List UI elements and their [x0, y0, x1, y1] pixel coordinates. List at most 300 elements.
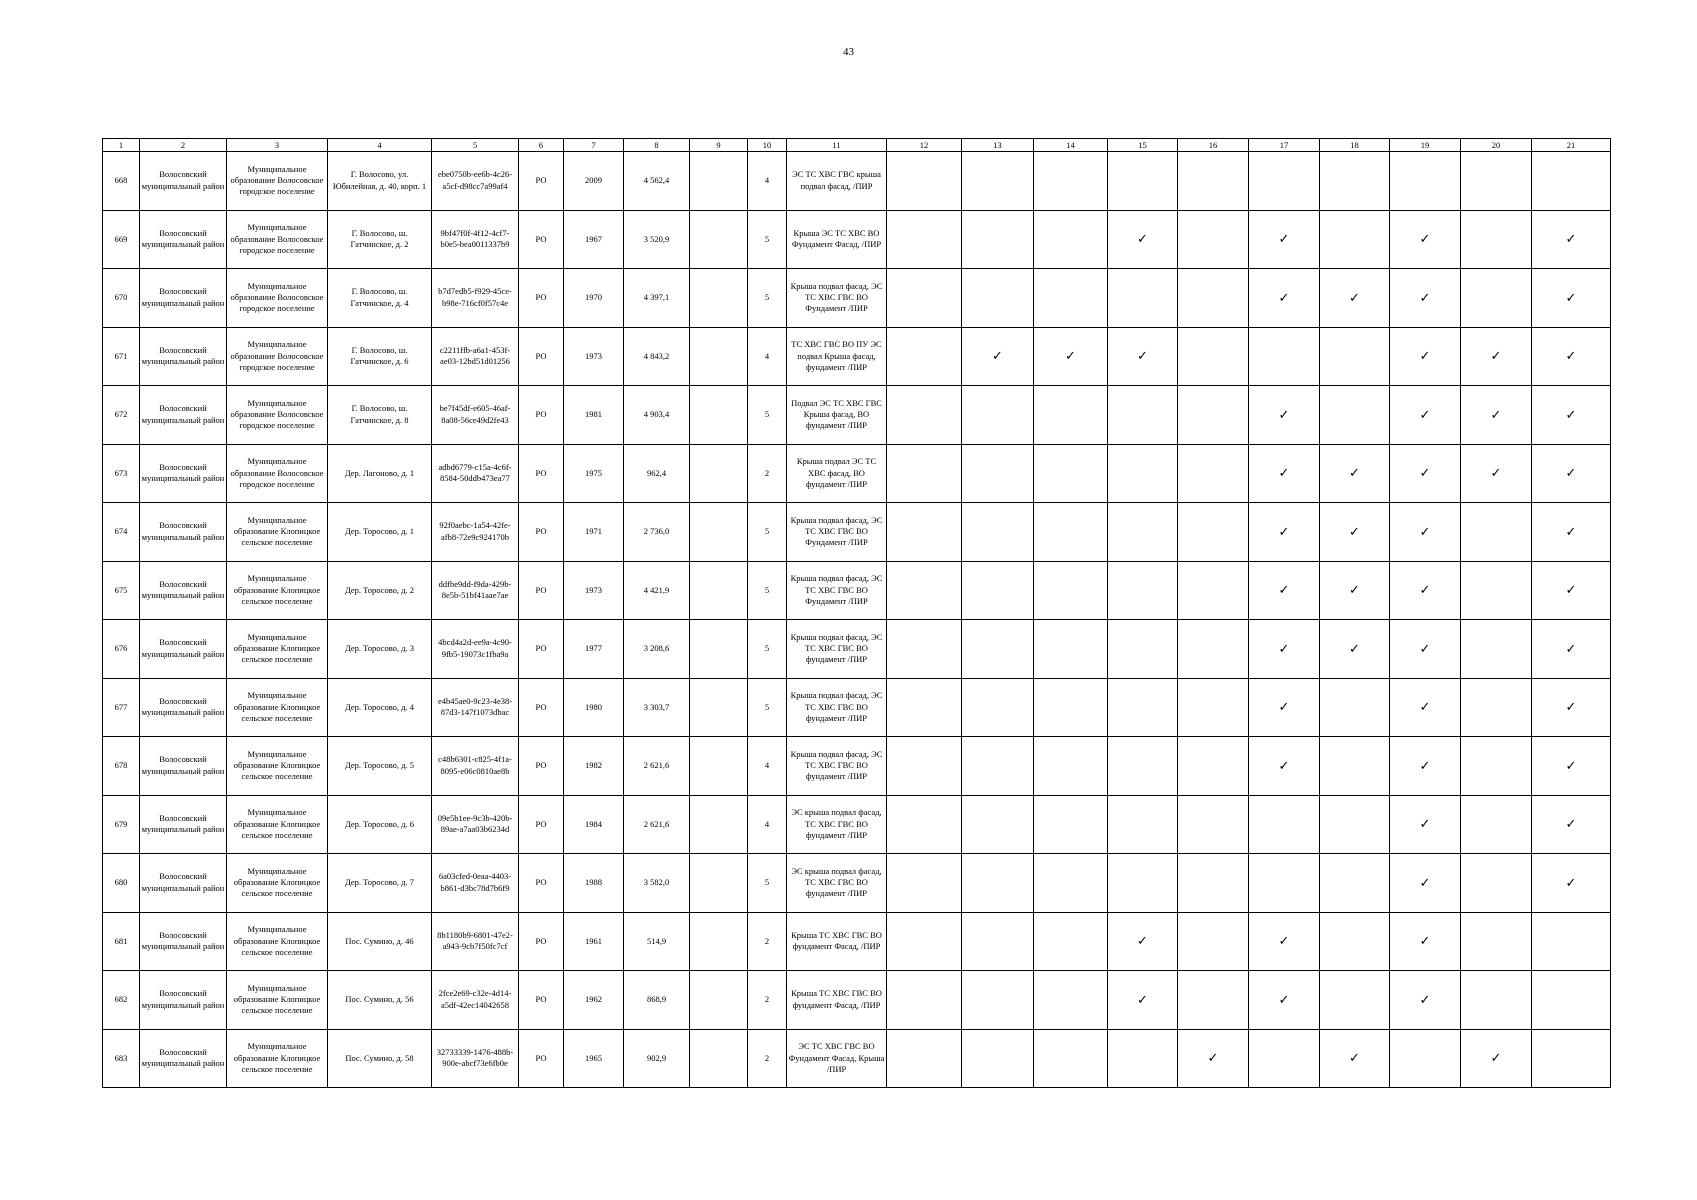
work-column-18-cell	[1320, 444, 1390, 503]
floors-cell: 4	[748, 737, 787, 796]
row-number: 671	[103, 327, 140, 386]
area-cell: 4 397,1	[624, 269, 690, 328]
work-column-14-cell	[1034, 269, 1108, 328]
district-cell: Волосовский муниципальный район	[140, 444, 227, 503]
work-column-17-cell	[1249, 971, 1320, 1030]
address-cell: Дер. Торосово, д. 1	[328, 503, 432, 562]
works-cell: Крыша ЭС ТС ХВС ВО Фундамент Фасад, /ПИР	[787, 210, 887, 269]
type-cell: РО	[519, 620, 564, 679]
work-column-15-cell	[1108, 971, 1178, 1030]
work-column-19-cell	[1390, 971, 1461, 1030]
check-mark-icon: ✓	[1349, 465, 1360, 481]
work-column-15-cell	[1108, 269, 1178, 328]
work-column-20-cell	[1461, 561, 1532, 620]
area-cell: 962,4	[624, 444, 690, 503]
row-number: 673	[103, 444, 140, 503]
work-column-12-cell	[887, 386, 962, 445]
check-mark-icon: ✓	[1349, 1050, 1360, 1066]
table-row	[103, 503, 1611, 562]
work-column-15-cell	[1108, 912, 1178, 971]
work-column-16-cell	[1178, 210, 1249, 269]
row-number: 677	[103, 678, 140, 737]
check-mark-icon: ✓	[992, 348, 1003, 364]
address-cell: Дер. Торосово, д. 6	[328, 795, 432, 854]
work-column-18-cell	[1320, 795, 1390, 854]
table-row	[103, 444, 1611, 503]
address-cell: Дер. Торосово, д. 7	[328, 854, 432, 913]
works-cell: ТС ХВС ГВС ВО ПУ ЭС подвал Крыша фасад, фундамент /ПИР	[787, 327, 887, 386]
column-9-cell	[690, 210, 748, 269]
work-column-19-cell	[1390, 386, 1461, 445]
column-9-cell	[690, 1029, 748, 1088]
column-header-11: 11	[787, 139, 887, 152]
type-cell: РО	[519, 327, 564, 386]
table-row	[103, 1029, 1611, 1088]
work-column-14-cell	[1034, 737, 1108, 796]
check-mark-icon: ✓	[1419, 348, 1431, 364]
floors-cell: 5	[748, 386, 787, 445]
house-id-cell: c48b6301-c825-4f1a-8095-e06c0810ae8b	[432, 737, 519, 796]
work-column-12-cell	[887, 620, 962, 679]
floors-cell: 2	[748, 971, 787, 1030]
check-mark-icon: ✓	[1490, 406, 1502, 422]
column-9-cell	[690, 912, 748, 971]
table-row	[103, 210, 1611, 269]
column-header-4: 4	[328, 139, 432, 152]
address-cell: Дер. Лагоново, д. 1	[328, 444, 432, 503]
work-column-18-cell	[1320, 737, 1390, 796]
column-header-5: 5	[432, 139, 519, 152]
row-number: 682	[103, 971, 140, 1030]
type-cell: РО	[519, 503, 564, 562]
work-column-13-cell	[962, 620, 1034, 679]
check-mark-icon: ✓	[1278, 640, 1290, 656]
work-column-12-cell	[887, 971, 962, 1030]
area-cell: 868,9	[624, 971, 690, 1030]
work-column-14-cell	[1034, 444, 1108, 503]
work-column-15-cell	[1108, 1029, 1178, 1088]
table-row	[103, 269, 1611, 328]
work-column-17-cell	[1249, 327, 1320, 386]
column-header-2: 2	[140, 139, 227, 152]
work-column-21-cell	[1532, 327, 1611, 386]
work-column-12-cell	[887, 737, 962, 796]
district-cell: Волосовский муниципальный район	[140, 210, 227, 269]
check-mark-icon: ✓	[1349, 640, 1360, 656]
check-mark-icon: ✓	[1419, 640, 1431, 656]
year-cell: 1965	[564, 1029, 624, 1088]
address-cell: Дер. Торосово, д. 3	[328, 620, 432, 679]
work-column-18-cell	[1320, 1029, 1390, 1088]
work-column-14-cell	[1034, 1029, 1108, 1088]
column-9-cell	[690, 327, 748, 386]
type-cell: РО	[519, 971, 564, 1030]
work-column-17-cell	[1249, 678, 1320, 737]
works-cell: Крыша подвал фасад, ЭС ТС ХВС ГВС ВО Фундамент /ПИР	[787, 561, 887, 620]
type-cell: РО	[519, 269, 564, 328]
work-column-12-cell	[887, 912, 962, 971]
column-header-7: 7	[564, 139, 624, 152]
type-cell: РО	[519, 912, 564, 971]
check-mark-icon: ✓	[1419, 874, 1431, 890]
works-cell: ЭС крыша подвал фасад, ТС ХВС ГВС ВО фундамент /ПИР	[787, 854, 887, 913]
year-cell: 1971	[564, 503, 624, 562]
work-column-17-cell	[1249, 912, 1320, 971]
work-column-12-cell	[887, 795, 962, 854]
work-column-18-cell	[1320, 620, 1390, 679]
work-column-16-cell	[1178, 503, 1249, 562]
address-cell: Г. Волосово, ш. Гатчинское, д. 6	[328, 327, 432, 386]
column-header-14: 14	[1034, 139, 1108, 152]
district-cell: Волосовский муниципальный район	[140, 269, 227, 328]
municipality-cell: Муниципальное образование Клопицкое сельское поселение	[227, 854, 328, 913]
work-column-20-cell	[1461, 327, 1532, 386]
works-cell: ЭС ТС ХВС ГВС ВО Фундамент Фасад, Крыша /ПИР	[787, 1029, 887, 1088]
municipality-cell: Муниципальное образование Волосовское городское поселение	[227, 444, 328, 503]
work-column-14-cell	[1034, 971, 1108, 1030]
district-cell: Волосовский муниципальный район	[140, 1029, 227, 1088]
area-cell: 2 621,6	[624, 737, 690, 796]
address-cell: Дер. Торосово, д. 2	[328, 561, 432, 620]
check-mark-icon: ✓	[1565, 289, 1577, 305]
year-cell: 1977	[564, 620, 624, 679]
column-header-12: 12	[887, 139, 962, 152]
house-id-cell: 6a03cfed-0eaa-4403-b861-d3bc78d7b6f9	[432, 854, 519, 913]
check-mark-icon: ✓	[1349, 289, 1360, 305]
work-column-18-cell	[1320, 854, 1390, 913]
work-column-20-cell	[1461, 269, 1532, 328]
column-9-cell	[690, 561, 748, 620]
row-number: 670	[103, 269, 140, 328]
district-cell: Волосовский муниципальный район	[140, 795, 227, 854]
work-column-20-cell	[1461, 503, 1532, 562]
work-column-17-cell	[1249, 152, 1320, 211]
address-cell: Г. Волосово, ул. Юбилейная, д. 40, корп. 1	[328, 152, 432, 211]
work-column-15-cell	[1108, 854, 1178, 913]
work-column-14-cell	[1034, 210, 1108, 269]
check-mark-icon: ✓	[1419, 523, 1431, 539]
work-column-17-cell	[1249, 854, 1320, 913]
column-header-16: 16	[1178, 139, 1249, 152]
check-mark-icon: ✓	[1565, 816, 1577, 832]
works-cell: Крыша подвал фасад, ЭС ТС ХВС ГВС ВО фундамент /ПИР	[787, 678, 887, 737]
year-cell: 1961	[564, 912, 624, 971]
municipality-cell: Муниципальное образование Волосовское городское поселение	[227, 386, 328, 445]
work-column-19-cell	[1390, 503, 1461, 562]
column-header-8: 8	[624, 139, 690, 152]
check-mark-icon: ✓	[1137, 348, 1148, 364]
district-cell: Волосовский муниципальный район	[140, 152, 227, 211]
check-mark-icon: ✓	[1278, 231, 1290, 247]
check-mark-icon: ✓	[1565, 523, 1577, 539]
column-header-15: 15	[1108, 139, 1178, 152]
address-cell: Пос. Сумино, д. 46	[328, 912, 432, 971]
work-column-21-cell	[1532, 561, 1611, 620]
work-column-12-cell	[887, 678, 962, 737]
work-column-15-cell	[1108, 386, 1178, 445]
row-number: 668	[103, 152, 140, 211]
work-column-12-cell	[887, 210, 962, 269]
work-column-13-cell	[962, 386, 1034, 445]
table-header	[103, 139, 1611, 152]
type-cell: РО	[519, 152, 564, 211]
column-9-cell	[690, 152, 748, 211]
municipality-cell: Муниципальное образование Клопицкое сельское поселение	[227, 620, 328, 679]
work-column-14-cell	[1034, 795, 1108, 854]
works-cell: Крыша подвал фасад, ЭС ТС ХВС ГВС ВО фундамент /ПИР	[787, 620, 887, 679]
work-column-21-cell	[1532, 737, 1611, 796]
check-mark-icon: ✓	[1565, 465, 1577, 481]
check-mark-icon: ✓	[1565, 231, 1577, 247]
type-cell: РО	[519, 678, 564, 737]
year-cell: 2009	[564, 152, 624, 211]
row-number: 669	[103, 210, 140, 269]
municipality-cell: Муниципальное образование Волосовское городское поселение	[227, 327, 328, 386]
area-cell: 3 208,6	[624, 620, 690, 679]
work-column-13-cell	[962, 269, 1034, 328]
work-column-14-cell	[1034, 503, 1108, 562]
work-column-16-cell	[1178, 1029, 1249, 1088]
work-column-19-cell	[1390, 678, 1461, 737]
work-column-21-cell	[1532, 210, 1611, 269]
house-id-cell: ddfbe9dd-f9da-429b-8e5b-51bf41aae7ae	[432, 561, 519, 620]
municipality-cell: Муниципальное образование Волосовское городское поселение	[227, 152, 328, 211]
column-header-20: 20	[1461, 139, 1532, 152]
municipality-cell: Муниципальное образование Клопицкое сельское поселение	[227, 912, 328, 971]
municipality-cell: Муниципальное образование Клопицкое сельское поселение	[227, 1029, 328, 1088]
floors-cell: 5	[748, 503, 787, 562]
column-9-cell	[690, 678, 748, 737]
check-mark-icon: ✓	[1565, 757, 1577, 773]
work-column-20-cell	[1461, 737, 1532, 796]
municipality-cell: Муниципальное образование Волосовское городское поселение	[227, 269, 328, 328]
column-header-9: 9	[690, 139, 748, 152]
check-mark-icon: ✓	[1278, 406, 1290, 422]
work-column-21-cell	[1532, 620, 1611, 679]
address-cell: Г. Волосово, ш. Гатчинское, д. 8	[328, 386, 432, 445]
check-mark-icon: ✓	[1137, 933, 1148, 949]
year-cell: 1973	[564, 327, 624, 386]
work-column-18-cell	[1320, 971, 1390, 1030]
column-9-cell	[690, 620, 748, 679]
area-cell: 4 421,9	[624, 561, 690, 620]
year-cell: 1970	[564, 269, 624, 328]
floors-cell: 4	[748, 152, 787, 211]
work-column-19-cell	[1390, 1029, 1461, 1088]
work-column-16-cell	[1178, 444, 1249, 503]
work-column-13-cell	[962, 444, 1034, 503]
work-column-18-cell	[1320, 561, 1390, 620]
row-number: 674	[103, 503, 140, 562]
area-cell: 4 843,2	[624, 327, 690, 386]
work-column-16-cell	[1178, 620, 1249, 679]
year-cell: 1982	[564, 737, 624, 796]
work-column-15-cell	[1108, 620, 1178, 679]
type-cell: РО	[519, 737, 564, 796]
check-mark-icon: ✓	[1419, 699, 1431, 715]
table-row	[103, 152, 1611, 211]
work-column-21-cell	[1532, 854, 1611, 913]
work-column-12-cell	[887, 269, 962, 328]
work-column-13-cell	[962, 912, 1034, 971]
work-column-16-cell	[1178, 854, 1249, 913]
column-header-18: 18	[1320, 139, 1390, 152]
works-cell: Крыша подвал фасад, ЭС ТС ХВС ГВС ВО Фундамент /ПИР	[787, 269, 887, 328]
work-column-17-cell	[1249, 503, 1320, 562]
work-column-17-cell	[1249, 1029, 1320, 1088]
year-cell: 1962	[564, 971, 624, 1030]
work-column-17-cell	[1249, 737, 1320, 796]
work-column-18-cell	[1320, 152, 1390, 211]
column-header-17: 17	[1249, 139, 1320, 152]
work-column-13-cell	[962, 854, 1034, 913]
column-header-10: 10	[748, 139, 787, 152]
work-column-17-cell	[1249, 620, 1320, 679]
work-column-19-cell	[1390, 854, 1461, 913]
municipality-cell: Муниципальное образование Клопицкое сельское поселение	[227, 503, 328, 562]
work-column-15-cell	[1108, 327, 1178, 386]
row-number: 676	[103, 620, 140, 679]
work-column-15-cell	[1108, 210, 1178, 269]
works-cell: ЭС ТС ХВС ГВС крыша подвал фасад, /ПИР	[787, 152, 887, 211]
area-cell: 902,9	[624, 1029, 690, 1088]
work-column-15-cell	[1108, 795, 1178, 854]
check-mark-icon: ✓	[1565, 582, 1577, 598]
column-9-cell	[690, 444, 748, 503]
area-cell: 2 736,0	[624, 503, 690, 562]
district-cell: Волосовский муниципальный район	[140, 912, 227, 971]
area-cell: 3 303,7	[624, 678, 690, 737]
check-mark-icon: ✓	[1490, 348, 1502, 364]
column-header-19: 19	[1390, 139, 1461, 152]
work-column-18-cell	[1320, 678, 1390, 737]
house-id-cell: c2211ffb-a6a1-453f-ae03-12bd51d01256	[432, 327, 519, 386]
check-mark-icon: ✓	[1419, 991, 1431, 1007]
work-column-17-cell	[1249, 269, 1320, 328]
check-mark-icon: ✓	[1565, 699, 1577, 715]
work-column-14-cell	[1034, 620, 1108, 679]
district-cell: Волосовский муниципальный район	[140, 561, 227, 620]
row-number: 681	[103, 912, 140, 971]
row-number: 672	[103, 386, 140, 445]
work-column-14-cell	[1034, 912, 1108, 971]
page-number: 43	[843, 46, 854, 58]
work-column-15-cell	[1108, 678, 1178, 737]
table-row	[103, 386, 1611, 445]
work-column-13-cell	[962, 327, 1034, 386]
floors-cell: 4	[748, 795, 787, 854]
column-header-1: 1	[103, 139, 140, 152]
type-cell: РО	[519, 1029, 564, 1088]
row-number: 683	[103, 1029, 140, 1088]
check-mark-icon: ✓	[1278, 933, 1290, 949]
work-column-15-cell	[1108, 503, 1178, 562]
check-mark-icon: ✓	[1278, 289, 1290, 305]
municipality-cell: Муниципальное образование Клопицкое сельское поселение	[227, 561, 328, 620]
check-mark-icon: ✓	[1419, 816, 1431, 832]
house-id-cell: be7f45df-e605-46af-8a08-56ce49d2fe43	[432, 386, 519, 445]
house-id-cell: 09e5b1ee-9c3b-420b-89ae-a7aa03b6234d	[432, 795, 519, 854]
district-cell: Волосовский муниципальный район	[140, 386, 227, 445]
work-column-19-cell	[1390, 210, 1461, 269]
column-header-13: 13	[962, 139, 1034, 152]
district-cell: Волосовский муниципальный район	[140, 737, 227, 796]
year-cell: 1980	[564, 678, 624, 737]
house-id-cell: adbd6779-c15a-4c6f-8584-50ddb473ea77	[432, 444, 519, 503]
column-number-row	[103, 139, 1611, 152]
floors-cell: 5	[748, 210, 787, 269]
works-cell: ЭС крыша подвал фасад, ТС ХВС ГВС ВО фундамент /ПИР	[787, 795, 887, 854]
work-column-12-cell	[887, 444, 962, 503]
house-id-cell: ebe0750b-ee6b-4c26-a5cf-d98cc7a99af4	[432, 152, 519, 211]
work-column-16-cell	[1178, 795, 1249, 854]
table-row	[103, 854, 1611, 913]
work-column-18-cell	[1320, 210, 1390, 269]
type-cell: РО	[519, 854, 564, 913]
work-column-14-cell	[1034, 854, 1108, 913]
check-mark-icon: ✓	[1565, 348, 1577, 364]
column-9-cell	[690, 854, 748, 913]
work-column-21-cell	[1532, 971, 1611, 1030]
work-column-15-cell	[1108, 152, 1178, 211]
district-cell: Волосовский муниципальный район	[140, 854, 227, 913]
address-cell: Г. Волосово, ш. Гатчинское, д. 2	[328, 210, 432, 269]
work-column-21-cell	[1532, 912, 1611, 971]
work-column-19-cell	[1390, 561, 1461, 620]
work-column-21-cell	[1532, 444, 1611, 503]
work-column-17-cell	[1249, 210, 1320, 269]
floors-cell: 5	[748, 854, 787, 913]
row-number: 678	[103, 737, 140, 796]
house-id-cell: 92f0aebc-1a54-42fe-afb8-72e9c924170b	[432, 503, 519, 562]
type-cell: РО	[519, 210, 564, 269]
type-cell: РО	[519, 795, 564, 854]
work-column-20-cell	[1461, 210, 1532, 269]
work-column-21-cell	[1532, 678, 1611, 737]
table-body	[103, 152, 1611, 1088]
type-cell: РО	[519, 561, 564, 620]
work-column-14-cell	[1034, 678, 1108, 737]
floors-cell: 5	[748, 678, 787, 737]
house-id-cell: 32733339-1476-488b-900e-abcf73e6fb0e	[432, 1029, 519, 1088]
row-number: 679	[103, 795, 140, 854]
row-number: 675	[103, 561, 140, 620]
check-mark-icon: ✓	[1419, 757, 1431, 773]
check-mark-icon: ✓	[1419, 933, 1431, 949]
work-column-20-cell	[1461, 912, 1532, 971]
work-column-20-cell	[1461, 152, 1532, 211]
address-cell: Пос. Сумино, д. 58	[328, 1029, 432, 1088]
district-cell: Волосовский муниципальный район	[140, 327, 227, 386]
municipality-cell: Муниципальное образование Волосовское городское поселение	[227, 210, 328, 269]
work-column-16-cell	[1178, 678, 1249, 737]
work-column-19-cell	[1390, 737, 1461, 796]
work-column-18-cell	[1320, 327, 1390, 386]
work-column-13-cell	[962, 971, 1034, 1030]
floors-cell: 2	[748, 444, 787, 503]
floors-cell: 5	[748, 620, 787, 679]
work-column-19-cell	[1390, 912, 1461, 971]
work-column-21-cell	[1532, 269, 1611, 328]
work-column-15-cell	[1108, 737, 1178, 796]
work-column-15-cell	[1108, 444, 1178, 503]
year-cell: 1967	[564, 210, 624, 269]
works-cell: Крыша ТС ХВС ГВС ВО фундамент Фасад, /ПИР	[787, 912, 887, 971]
floors-cell: 5	[748, 561, 787, 620]
work-column-20-cell	[1461, 386, 1532, 445]
work-column-20-cell	[1461, 971, 1532, 1030]
address-cell: Дер. Торосово, д. 5	[328, 737, 432, 796]
